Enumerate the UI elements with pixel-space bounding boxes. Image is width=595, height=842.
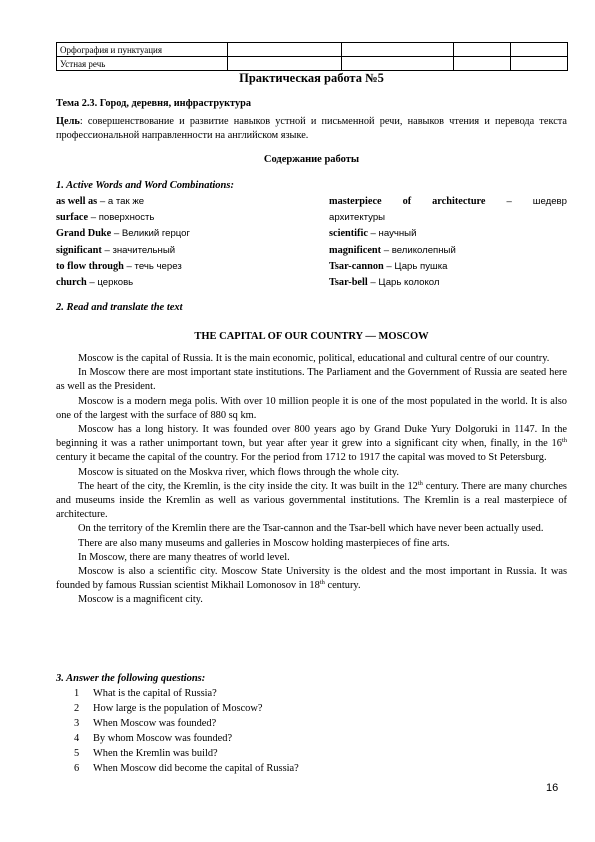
vocab-dash: –	[506, 196, 512, 207]
paragraph: In Moscow, there are many theatres of world level.	[78, 551, 290, 563]
vocab-translation: – научный	[367, 228, 417, 240]
vocab-translation: – великолепный	[381, 244, 456, 256]
question-number: 1	[74, 688, 80, 699]
question-number: 6	[74, 762, 80, 774]
vocab-item	[56, 275, 286, 291]
question-number: 4	[74, 732, 80, 744]
section-3-heading: 3. Answer the following questions:	[56, 673, 206, 684]
question-text: When Moscow did become the capital of Russia?	[93, 762, 299, 774]
paragraph	[56, 480, 567, 523]
question-number: 2	[74, 702, 80, 714]
paragraph: There are also many museums and galleries in Moscow holding masterpieces of fine arts.	[78, 537, 450, 549]
paragraph-text: century. There are many churches and museums inside the Kremlin as well as various governmental institutions. The Kremlin is a real masterpiece of architecture.	[56, 480, 567, 521]
list-item	[74, 747, 554, 762]
vocab-item	[329, 275, 567, 291]
vocab-word-part: architecture	[432, 196, 486, 207]
list-item	[74, 732, 554, 747]
paragraph: Moscow is situated on the Moskva river, which flows through the whole city.	[78, 466, 399, 478]
page-title: Практическая работа №5	[239, 71, 384, 85]
paragraph-text: century it became the capital of the country. For the period from 1712 to 1917 the capital was moved to St Petersburg.	[56, 452, 547, 464]
vocab-item	[56, 226, 286, 242]
vocab-translation-part: архитектуры	[329, 212, 386, 224]
vocab-translation: – Царь колокол	[367, 277, 440, 289]
section-2-heading: 2. Read and translate the text	[56, 302, 183, 313]
text-title: THE CAPITAL OF OUR COUNTRY — MOSCOW	[194, 331, 429, 342]
superscript: th	[417, 479, 423, 487]
list-item	[74, 762, 554, 777]
table-cell-label: Орфография и пунктуация	[57, 43, 228, 57]
vocab-word: as well as	[56, 196, 98, 207]
assessment-table	[56, 42, 568, 71]
table-cell	[511, 43, 568, 57]
article-text	[56, 352, 567, 608]
vocab-item	[56, 243, 286, 259]
table-cell	[454, 43, 511, 57]
vocab-word: Grand Duke	[56, 228, 112, 240]
vocab-word: scientific	[329, 228, 368, 240]
question-text: When the Kremlin was build?	[93, 747, 218, 759]
vocab-translation: – поверхность	[88, 212, 155, 224]
paragraph-text: century.	[324, 580, 361, 592]
page-number: 16	[546, 782, 559, 794]
table-cell	[511, 57, 568, 71]
paragraph-text: The heart of the city, the Kremlin, is the city inside the city. It was built in the 12	[78, 480, 418, 492]
vocab-word: church	[56, 277, 87, 289]
vocab-word: surface	[56, 212, 89, 224]
table-cell	[342, 57, 454, 71]
question-number: 5	[74, 747, 80, 759]
question-text: How large is the population of Moscow?	[93, 702, 263, 714]
table-cell	[454, 57, 511, 71]
question-text: What is the capital of Russia?	[93, 688, 217, 699]
vocab-item	[56, 210, 286, 226]
superscript: th	[319, 579, 325, 587]
vocab-item	[56, 259, 286, 275]
vocab-translation: – Царь пушка	[383, 260, 448, 272]
paragraph: In Moscow there are most important state institutions. The Parliament and the Government of Russia are seated here as well as the President.	[56, 367, 567, 393]
vocab-item-continuation	[329, 210, 567, 226]
vocab-word: to flow through	[56, 260, 124, 272]
vocab-word-part: of	[402, 196, 412, 207]
goal-paragraph	[56, 115, 567, 143]
content-heading: Содержание работы	[263, 154, 360, 165]
paragraph	[56, 565, 567, 593]
table-cell	[228, 57, 342, 71]
question-text: When Moscow was founded?	[93, 717, 217, 729]
list-item	[74, 717, 554, 732]
vocab-word: Tsar-bell	[329, 277, 368, 289]
vocab-item	[56, 194, 286, 210]
vocab-word: significant	[56, 244, 102, 256]
list-item	[74, 687, 554, 702]
table-cell-label: Устная речь	[57, 57, 228, 71]
paragraph: On the territory of the Kremlin there are the Tsar-cannon and the Tsar-bell which have never been actually used.	[78, 523, 544, 535]
vocab-list-right	[329, 194, 567, 291]
vocab-translation: – а так же	[97, 196, 145, 207]
vocab-translation: – значительный	[101, 244, 176, 256]
vocab-list-left	[56, 194, 286, 291]
table-cell	[228, 43, 342, 57]
vocab-translation-part: шедевр	[532, 196, 567, 207]
paragraph: Moscow is the capital of Russia. It is the main economic, political, educational and cultural centre of our country.	[78, 353, 550, 364]
vocab-word: magnificent	[329, 244, 382, 256]
paragraph: Moscow is a magnificent city.	[78, 594, 203, 606]
paragraph-text: Moscow is also a scientific city. Moscow State University is the oldest and the most important in Russia. It was founded by famous Russian scientist Mikhail Lomonosov in 18	[56, 566, 567, 592]
vocab-word-part: masterpiece	[329, 196, 382, 207]
question-text: By whom Moscow was founded?	[93, 732, 233, 744]
vocab-translation: – Великий герцог	[111, 228, 191, 240]
vocab-translation: – церковь	[86, 277, 134, 289]
superscript: th	[561, 437, 567, 445]
question-list	[74, 687, 554, 776]
paragraph	[56, 423, 567, 466]
topic-line: Тема 2.3. Город, деревня, инфраструктура	[56, 98, 251, 109]
section-1-heading: 1. Active Words and Word Combinations:	[56, 180, 234, 191]
list-item	[74, 702, 554, 717]
vocab-item	[329, 194, 567, 210]
vocab-translation: – течь через	[123, 260, 182, 272]
goal-text: : совершенствование и развитие навыков устной и письменной речи, навыков чтения и перевода текста профессиональной направленности на английском языке.	[56, 116, 567, 141]
vocab-item	[329, 243, 567, 259]
paragraph: Moscow is a modern mega polis. With over 10 million people it is one of the most populated in the world. It is also one of the largest with the surface of 880 sq km.	[56, 395, 567, 421]
vocab-word: Tsar-cannon	[329, 260, 384, 272]
goal-label: Цель	[56, 116, 80, 127]
paragraph-text: Moscow has a long history. It was founded over 800 years ago by Grand Duke Yury Dolgoruki in 1147. In the beginning it was a rather unimportant town, but year after year it grew into a significant city when, finally, in the 16	[56, 424, 567, 450]
question-number: 3	[74, 717, 80, 729]
table-row	[57, 43, 568, 57]
table-row	[57, 57, 568, 71]
vocab-item	[329, 259, 567, 275]
vocab-item	[329, 226, 567, 242]
table-cell	[342, 43, 454, 57]
